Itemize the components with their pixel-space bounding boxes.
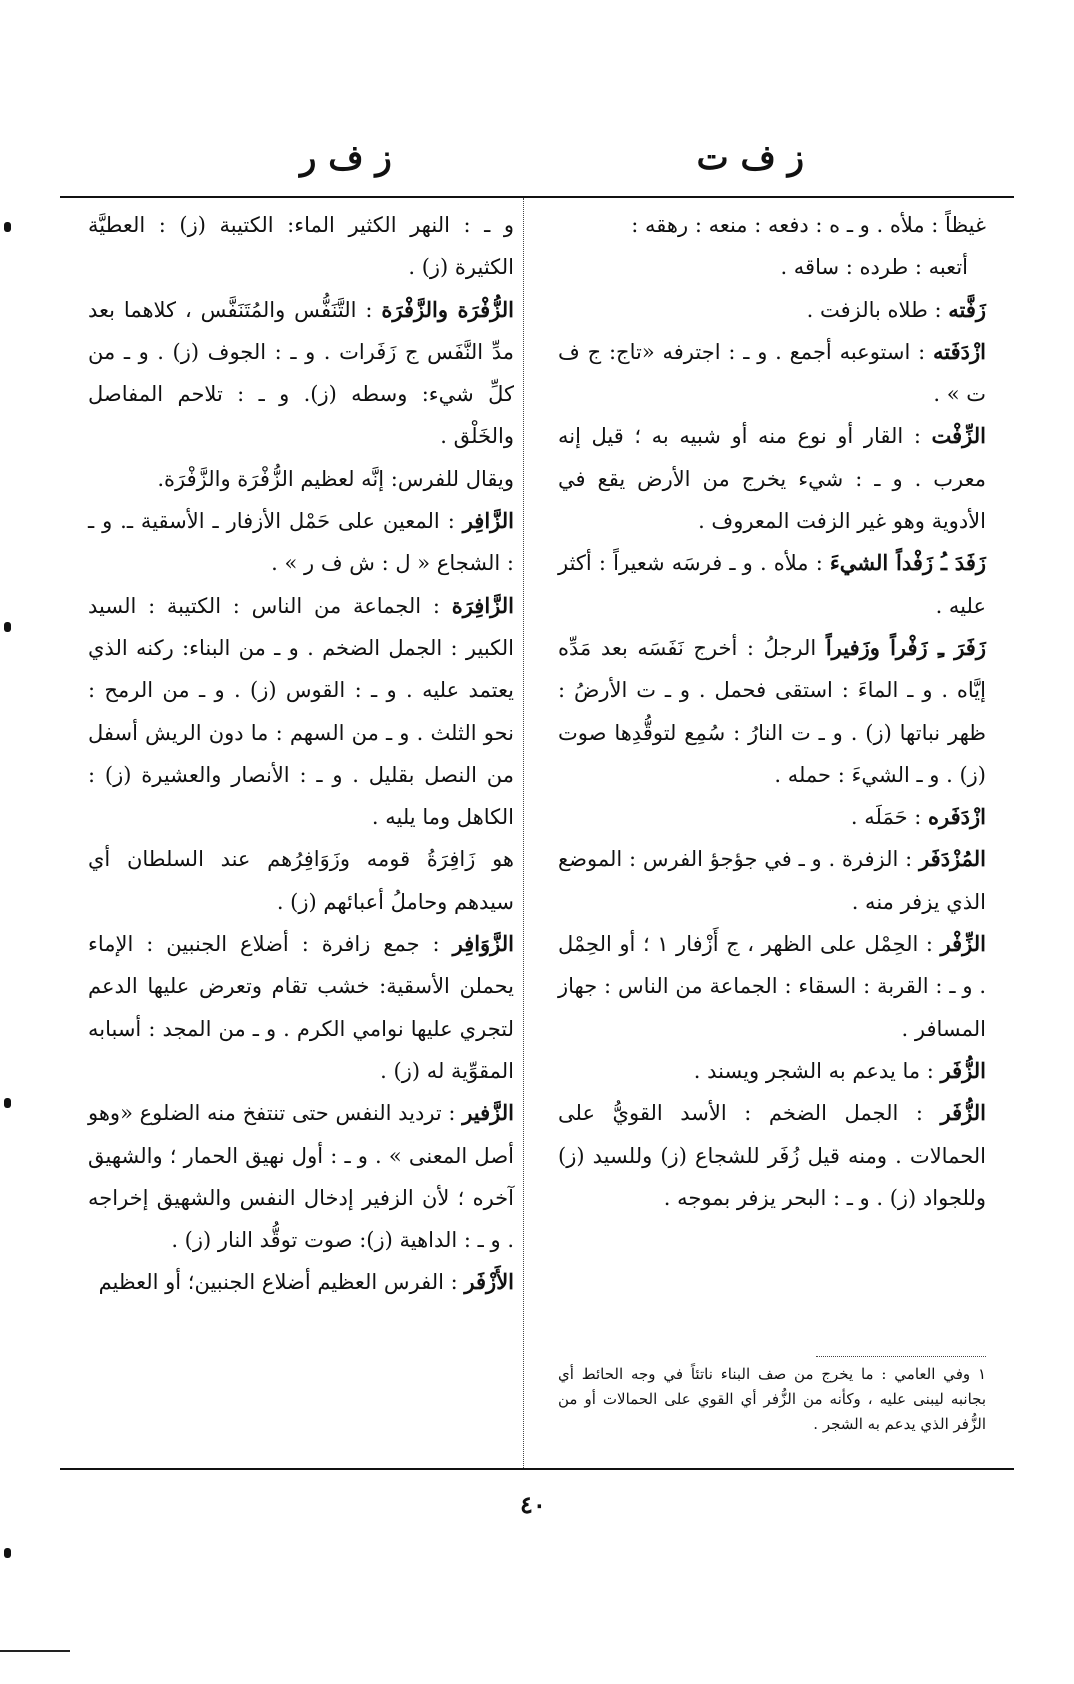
right-column <box>558 204 986 1219</box>
entry: هو زَافِرَةُ قومه وزَوَافِرُهم عند السلطان أي سيدهم وحاملُ أعبائهم (ز) . <box>88 847 514 914</box>
column-divider <box>523 198 524 1468</box>
entry: و ـ : النهر الكثير الماء: الكتيبة (ز) : العطيَّة الكثيرة (ز) . <box>88 213 514 280</box>
footnote: ١ وفي العامي : ما يخرج من صف البناء ناتئاً في وجه الحائط أي بجانبه ليبنى عليه ، وكأنه من الزُّفر أي القوي على الحمالات أو من الزُّفر الذي يدعم به الشجر . <box>558 1365 986 1433</box>
entry: الزِّفْت : القار أو نوع منه أو شبيه به ؛ قيل إنه معرب . و ـ : شيء يخرج من الأرض يقع في الأدوية وهو غير الزفت المعروف . <box>558 423 986 534</box>
scan-mark <box>4 222 11 232</box>
entry: غيظاً : ملأه . و ـ ه : دفعه : منعه : رهقه : <box>631 213 986 237</box>
entry: زَفَدَ ـُ زَفْداً الشيءَ : ملأه . و ـ فرسَه شعيراً : أكثر عليه . <box>558 550 986 618</box>
entry: الزَّافِرَة : الجماعة من الناس : الكتيبة : السيد الكبير : الجمل الضخم . و ـ من البناء: ركنه الذي يعتمد عليه . و ـ : القوس (ز) . و ـ من الرمح : نحو الثلث . و ـ من السهم : ما دون الريش أسفل من النصل بقليل . و ـ : الأنصار والعشيرة (ز) : الكاهل وما يليه . <box>88 592 514 830</box>
entry: ويقال للفرس: إنَّه لعظيم الزُّفْرَة والزَّفْرَة. <box>157 466 514 491</box>
scan-edge-line <box>0 1650 70 1652</box>
scan-mark <box>4 1098 11 1108</box>
bottom-rule <box>60 1468 1014 1470</box>
scan-mark <box>4 1548 11 1558</box>
entry: زَفَّته : طلاه بالزفت . <box>806 296 986 322</box>
entry: الزَّافِر : المعين على حَمْل الأزفار ـ الأسقية ـ. و ـ : الشجاع « ل : ش ف ر » . <box>88 508 514 576</box>
scan-mark <box>4 622 11 632</box>
page-number: ٤٠ <box>520 1490 546 1519</box>
left-column <box>88 204 514 1304</box>
entry: الزِّفْر : الحِمْل على الظهر ، ج أَزْفار ١ ؛ أو الحِمْل . و ـ : القربة : السقاء : الجماعة من الناس : جهاز المسافر . <box>558 931 986 1041</box>
running-header-left: ز ف ر <box>300 138 392 178</box>
entry: الزُّفَر : الجمل الضخم : الأسد القويُّ على الحمالات . ومنه قيل زُفَر للشجاع (ز) وللسيد (ز) وللجواد (ز) . و ـ : البحر يزفر بموجه . <box>558 1100 986 1210</box>
entry: ازْدَفَته : استوعبه أجمع . و ـ : اجترفه «تاج: ج ف ت » . <box>558 338 986 407</box>
entry: الأَزْفَر : الفرس العظيم أضلاع الجنبين؛ أو العظيم <box>98 1269 514 1295</box>
entry: الزُّفَر : ما يدعم به الشجر ويسند . <box>693 1057 986 1083</box>
entry: الزَّفير : ترديد النفس حتى تنتفخ منه الضلوع «وهو أصل المعنى » . و ـ : أول نهيق الحمار ؛ والشهيق آخره ؛ لأن الزفير إدخال النفس والشهيق إخراجه . و ـ : الداهية (ز): صوت توقُّد النار (ز) . <box>88 1100 514 1253</box>
entry: زَفَرَ ـِ زَفْراً وزَفيراً الرجلُ : أخرج نَفَسَه بعد مَدِّه إيَّاه . و ـ الماءَ : استقى فحمل . و ـ ت الأرضُ : ظهر نباتها (ز) . و ـ ت النارُ : سُمِع لتوقُّدِها صوت (ز) . و ـ الشيءَ : حمله . <box>558 634 986 787</box>
entry: الزَّوَافِر : جمع زافرة : أضلاع الجنبين : الإماء يحملن الأسقية: خشب تقام وتعرض عليها الدعم لتجري عليها نوامي الكرم . و ـ من المجد : أسبابه المقوِّية له (ز) . <box>88 931 514 1083</box>
entry: ازْدَفَره : حَمَلَه . <box>850 804 986 830</box>
top-rule <box>60 196 1014 198</box>
entry: أتعبه : طرده : ساقه . <box>780 255 968 280</box>
running-header-right: ز ف ت <box>696 138 804 178</box>
footnote-rule <box>816 1356 986 1357</box>
entry: المُزْدَفَر : الزفرة . و ـ في جؤجؤ الفرس : الموضع الذي يزفر منه . <box>558 846 986 914</box>
entry: الزُّفْرَة والزَّفْرَة : التَّنَفُّس والمُتَنَفَّس ، كلاهما بعد مدِّ النَّفَس ج زَفَرات . و ـ : الجوف (ز) . و ـ من كلِّ شيء: وسطه (ز). و ـ : تلاحم المفاصل والخَلْق . <box>88 296 514 449</box>
